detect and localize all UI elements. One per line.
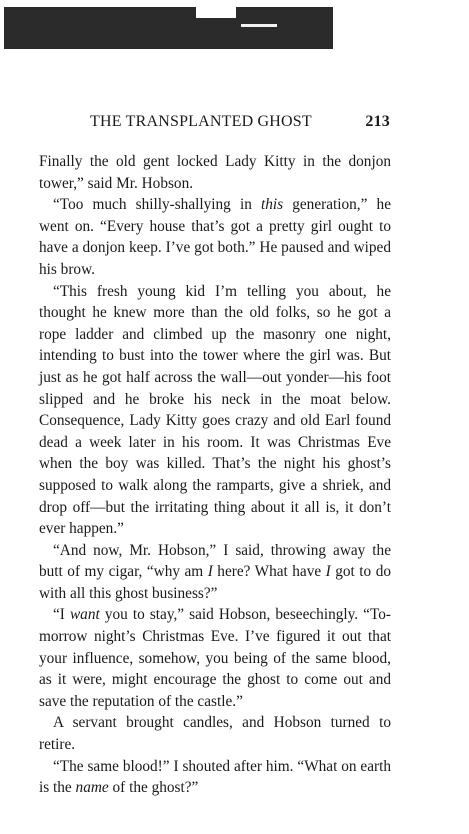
paragraph (39, 194, 391, 280)
running-title: THE TRANSPLANTED GHOST (90, 113, 312, 130)
emphasis: this (260, 196, 284, 214)
text-run: “I (53, 606, 70, 624)
text-run: “And now, Mr. Hobson,” I said, throwing away the butt of my cigar, “why am (39, 541, 391, 581)
scan-slit (241, 24, 277, 27)
text-run: A servant brought candles, and Hobson turned to retire. (39, 714, 391, 754)
text-run: got to do with all this ghost business?” (39, 563, 392, 602)
emphasis: name (75, 779, 109, 797)
page-header (90, 113, 390, 137)
text-run: you to stay,” said Hobson, beseechingly. “To-morrow night’s Christmas Eve. I’ve figured it out that your influence, somehow, you being of the same blood, as it were, might encourage the ghost to come out and save the reputation of the castle.” (39, 606, 391, 710)
text-run: here? What have (212, 563, 326, 581)
paragraph (39, 756, 391, 799)
scan-notch (196, 7, 236, 18)
body-text (39, 151, 391, 799)
paragraph (39, 151, 391, 194)
text-run: generation,” he went on. “Every house that’s got a pretty girl ought to have a donjon keep. I’ve got both.” He paused and wiped his brow. (39, 196, 391, 278)
paragraph (39, 540, 391, 605)
emphasis: want (69, 606, 100, 624)
paragraph (39, 604, 391, 712)
text-run: Finally the old gent locked Lady Kitty in the donjon tower,” said Mr. Hobson. (39, 153, 391, 192)
text-run: “Too much shilly-shallying in (53, 196, 261, 214)
emphasis: I (207, 563, 213, 581)
paragraph (39, 281, 391, 540)
text-run: “This fresh young kid I’m telling you about, he thought he knew more than the old folks, so he got a rope ladder and climbed up the masonry one night, intending to bust into the tower where the girl was. But just as he got half across the wall—out yonder—his foot slipped and he broke his neck in the moat below. Consequence, Lady Kitty goes crazy and old Earl found dead a week later in his room. It was Christmas Eve when the boy was killed. That’s the night his ghost’s supposed to walk along the ramparts, give a shriek, and drop off—but the irritating thing about it all is, it don’t ever happen.” (39, 282, 391, 538)
text-run: “The same blood!” I shouted after him. “What on earth is the (39, 757, 391, 797)
text-run: of the ghost?” (108, 779, 199, 797)
page-number: 213 (365, 113, 390, 130)
scan-margin-bar (4, 7, 333, 49)
emphasis: I (325, 563, 331, 581)
paragraph (39, 712, 391, 755)
